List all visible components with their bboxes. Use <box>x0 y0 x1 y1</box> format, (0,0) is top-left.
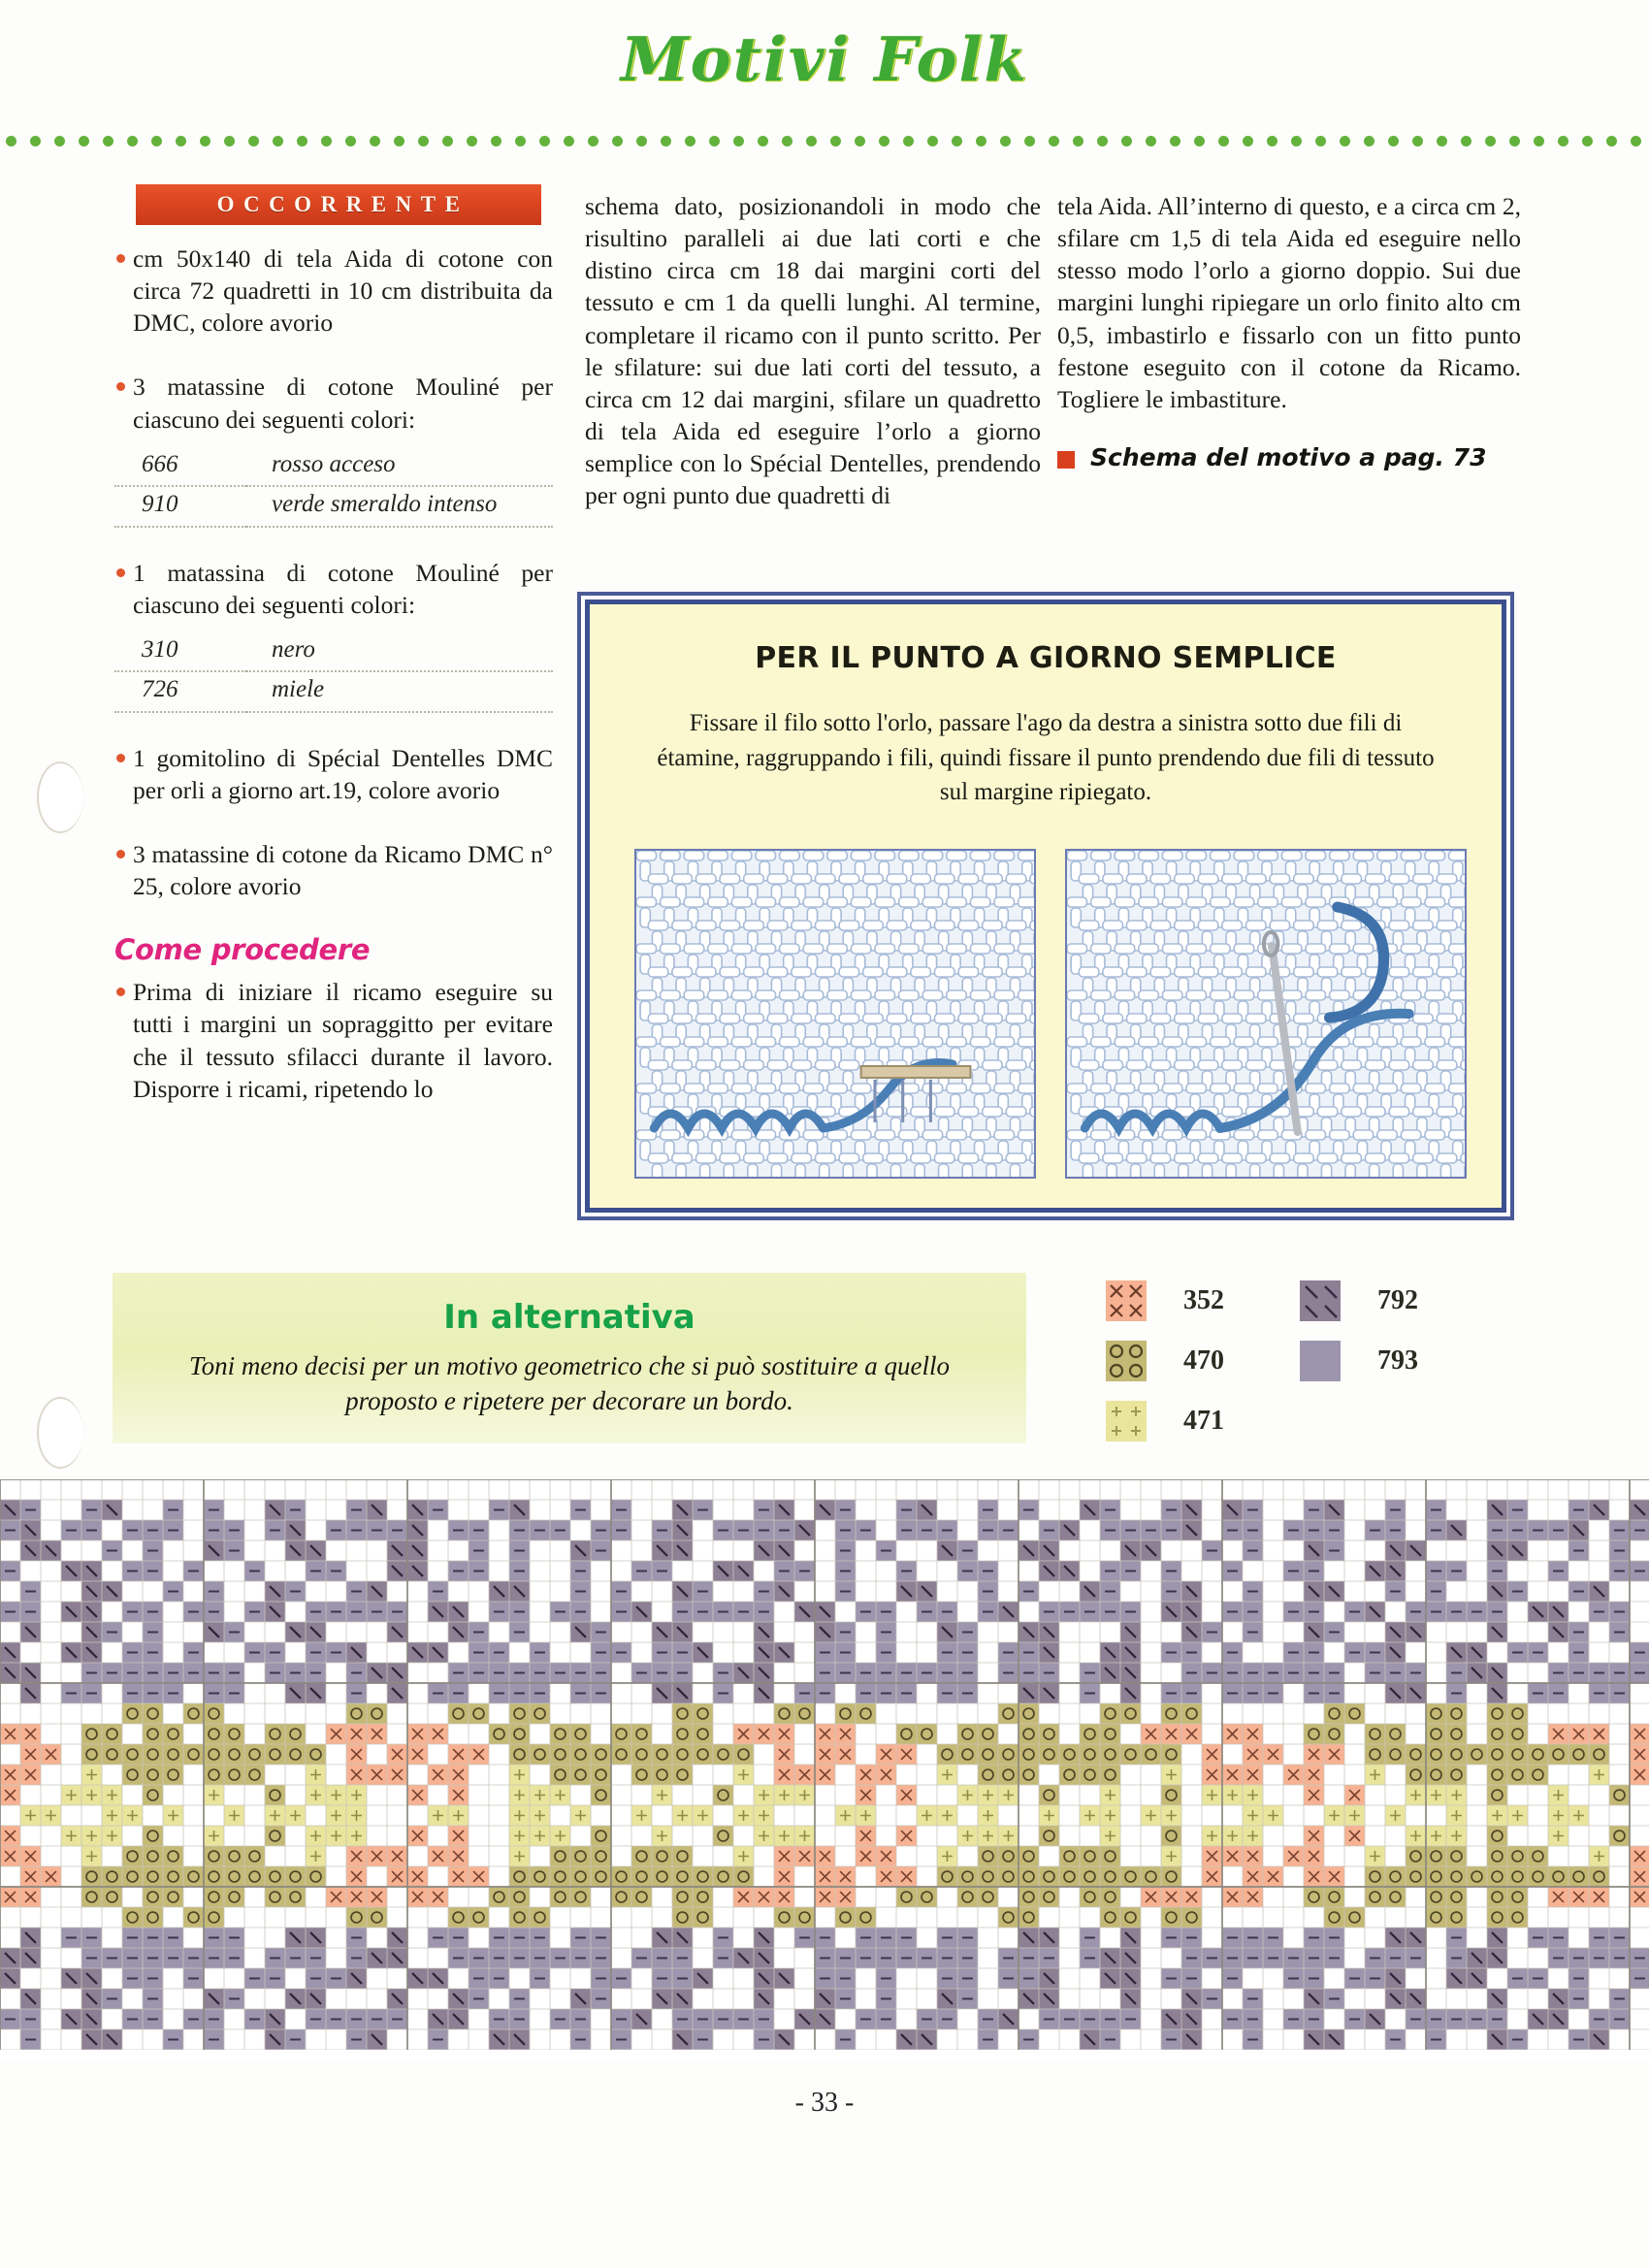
in-alternativa-panel <box>113 1273 1026 1443</box>
legend-item <box>1106 1331 1224 1391</box>
decorative-dot-rule <box>0 136 1649 147</box>
color-code: 726 <box>114 671 246 712</box>
legend-swatch-792 <box>1300 1280 1341 1321</box>
schema-reference-note: Schema del motivo a pag. 73 <box>1057 442 1521 474</box>
table-row <box>114 671 553 712</box>
legend-item <box>1106 1271 1224 1331</box>
page-number: - 33 - <box>794 2088 855 2118</box>
instruction-box <box>585 599 1506 1213</box>
occorrente-item-dentelles: 1 gomitolino di Spécial Dentelles DMC per orli a giorno art.19, colore avorio <box>114 742 553 806</box>
color-name: miele <box>246 671 553 712</box>
legend-item <box>1300 1331 1418 1391</box>
instruction-figures <box>634 849 1467 1179</box>
legend-item <box>1300 1271 1418 1331</box>
body-text-right: tela Aida. All’interno di questo, e a circa cm 2, sfilare cm 1,5 di tela Aida ed eseguire nello stesso modo l’orlo a giorno doppio. Sui due margini lunghi ripiegare un orlo finito alto cm 0,5, imbastirlo e fissarlo con un fitto punto festone eseguito con il cotone da Ricamo. Togliere le imbastiture. <box>1057 192 1521 413</box>
legend-column-left <box>1106 1271 1224 1451</box>
in-alternativa-text: Toni meno decisi per un motivo geometrico che si può sostituire a quello proposto e ripetere per decorare un bordo. <box>189 1351 950 1416</box>
legend-column-right <box>1300 1271 1418 1391</box>
column-occorrente <box>114 243 553 1112</box>
table-row <box>114 632 553 672</box>
occorrente-item-ricamo: 3 matassine di cotone da Ricamo DMC n° 25, colore avorio <box>114 838 553 902</box>
column-body-middle <box>585 190 1041 516</box>
binder-hole-artifact <box>37 761 83 833</box>
occorrente-banner <box>136 184 541 225</box>
occorrente-item-fabric: cm 50x140 di tela Aida di cotone con circa 72 quadretti in 10 cm distribuita da DMC, colore avorio <box>114 243 553 339</box>
occorrente-banner-label: OCCORRENTE <box>216 192 469 216</box>
come-procedere-paragraph: Prima di iniziare il ricamo eseguire su tutti i margini un sopraggitto per evitare che il tessuto sfilacci durante il lavoro. Disporre i ricami, ripetendo lo <box>114 976 553 1105</box>
color-name: rosso acceso <box>246 447 553 487</box>
hemstitch-step-2-needle-diagram <box>1065 849 1467 1179</box>
instruction-box-text: Fissare il filo sotto l'orlo, passare l'ago da destra a sinistra sotto due fili di étamine, raggruppando i fili, quindi fissare il punto prendendo due fili di tessuto sul margine ripiegato. <box>657 710 1435 805</box>
legend-swatch-352 <box>1106 1280 1147 1321</box>
come-procedere-heading: Come procedere <box>114 932 371 966</box>
legend-item <box>1106 1391 1224 1451</box>
occorrente-item-3-skeins: 3 matassine di cotone Mouliné per ciascuno dei seguenti colori: <box>114 371 553 435</box>
color-code: 310 <box>114 632 246 672</box>
occorrente-item-1-skein: 1 matassina di cotone Mouliné per ciascuno dei seguenti colori: <box>114 557 553 621</box>
legend-code-470: 470 <box>1183 1345 1224 1376</box>
legend-swatch-470 <box>1106 1341 1147 1381</box>
color-code: 666 <box>114 447 246 487</box>
color-table-secondary <box>114 632 553 713</box>
legend-code-792: 792 <box>1377 1285 1418 1315</box>
legend-swatch-471 <box>1106 1401 1147 1442</box>
legend-code-471: 471 <box>1183 1406 1224 1436</box>
in-alternativa-title: In alternativa <box>443 1298 695 1337</box>
legend-code-352: 352 <box>1183 1285 1224 1315</box>
color-table-primary <box>114 447 553 528</box>
body-text-middle: schema dato, posizionandoli in modo che risultino paralleli ai due lati corti e che distino circa cm 18 dai margini corti del tessuto e cm 1 da quelli lunghi. Al termine, completare il ricamo con il punto scritto. Per le sfilature: sui due lati corti del tessuto, a circa cm 12 dai margini, sfilare un quadretto di tela Aida ed eseguire l’orlo a giorno semplice con lo Spécial Dentelles, prendendo per ogni punto due quadretti di <box>585 192 1041 510</box>
column-body-right <box>1057 190 1521 473</box>
color-code: 910 <box>114 486 246 527</box>
table-row <box>114 486 553 527</box>
instruction-box-title: PER IL PUNTO A GIORNO SEMPLICE <box>755 641 1337 675</box>
cross-stitch-chart <box>0 1479 1649 2061</box>
hemstitch-step-1-diagram <box>634 849 1036 1179</box>
color-name: nero <box>246 632 553 672</box>
table-row <box>114 447 553 487</box>
binder-hole-artifact <box>37 1397 83 1469</box>
color-name: verde smeraldo intenso <box>246 486 553 527</box>
legend-swatch-793 <box>1300 1341 1341 1381</box>
legend-code-793: 793 <box>1377 1345 1418 1376</box>
page-title: Motivi Folk <box>620 23 1029 95</box>
